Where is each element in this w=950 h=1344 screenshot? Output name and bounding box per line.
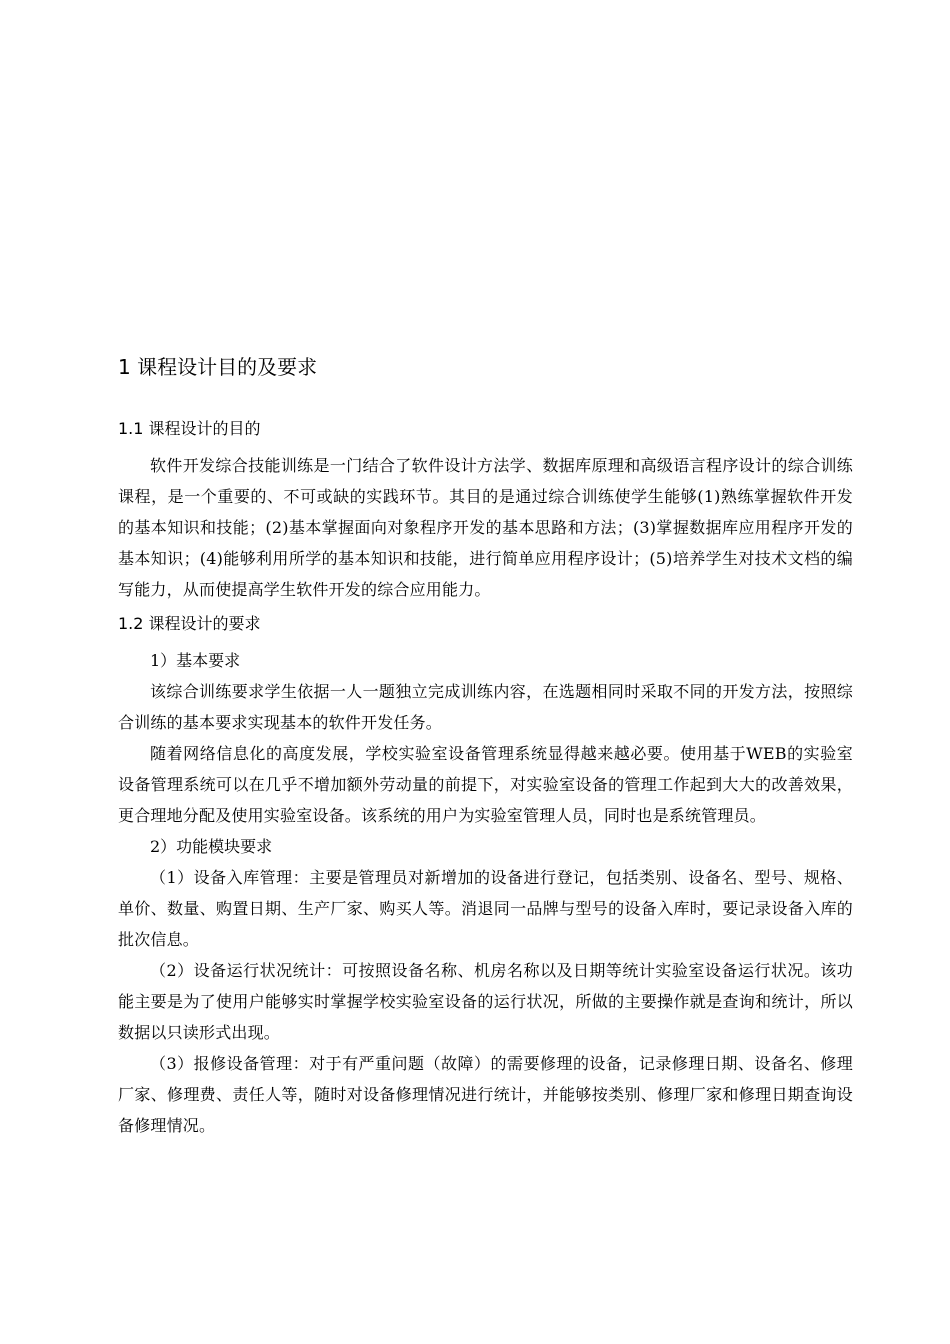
purpose-paragraph: 软件开发综合技能训练是一门结合了软件设计方法学、数据库原理和高级语言程序设计的综合训练课程，是一个重要的、不可或缺的实践环节。其目的是通过综合训练使学生能够(1)熟练掌握软件开发的基本知识和技能；(2)基本掌握面向对象程序开发的基本思路和方法；(3)掌握数据库应用程序开发的基本知识；(4)能够利用所学的基本知识和技能，进行简单应用程序设计；(5)培养学生对技术文档的编写能力，从而使提高学生软件开发的综合应用能力。 bbox=[118, 456, 853, 599]
module-requirements-heading: 2）功能模块要求 bbox=[150, 837, 273, 856]
module-item-equipment-storage: （1）设备入库管理：主要是管理员对新增加的设备进行登记，包括类别、设备名、型号、规格、单价、数量、购置日期、生产厂家、购买人等。消退同一品牌与型号的设备入库时，要记录设备入库的批次信息。 bbox=[118, 868, 853, 949]
section-heading-requirements: 1.2 课程设计的要求 bbox=[118, 614, 261, 633]
system-background-paragraph: 随着网络信息化的高度发展，学校实验室设备管理系统显得越来越必要。使用基于WEB的实验室设备管理系统可以在几乎不增加额外劳动量的前提下，对实验室设备的管理工作起到大大的改善效果，更合理地分配及使用实验室设备。该系统的用户为实验室管理人员，同时也是系统管理员。 bbox=[118, 744, 853, 825]
section-heading-purpose: 1.1 课程设计的目的 bbox=[118, 419, 261, 438]
chapter-heading: 1 课程设计目的及要求 bbox=[118, 355, 318, 379]
module-item-repair-management: （3）报修设备管理：对于有严重问题（故障）的需要修理的设备，记录修理日期、设备名、修理厂家、修理费、责任人等，随时对设备修理情况进行统计，并能够按类别、修理厂家和修理日期查询设备修理情况。 bbox=[118, 1054, 853, 1135]
basic-requirements-heading: 1）基本要求 bbox=[150, 651, 241, 670]
document-body bbox=[118, 350, 853, 1141]
module-item-running-statistics: （2）设备运行状况统计：可按照设备名称、机房名称以及日期等统计实验室设备运行状况。该功能主要是为了使用户能够实时掌握学校实验室设备的运行状况，所做的主要操作就是查询和统计，所以数据以只读形式出现。 bbox=[118, 961, 853, 1042]
basic-requirements-paragraph: 该综合训练要求学生依据一人一题独立完成训练内容，在选题相同时采取不同的开发方法，按照综合训练的基本要求实现基本的软件开发任务。 bbox=[118, 682, 853, 732]
